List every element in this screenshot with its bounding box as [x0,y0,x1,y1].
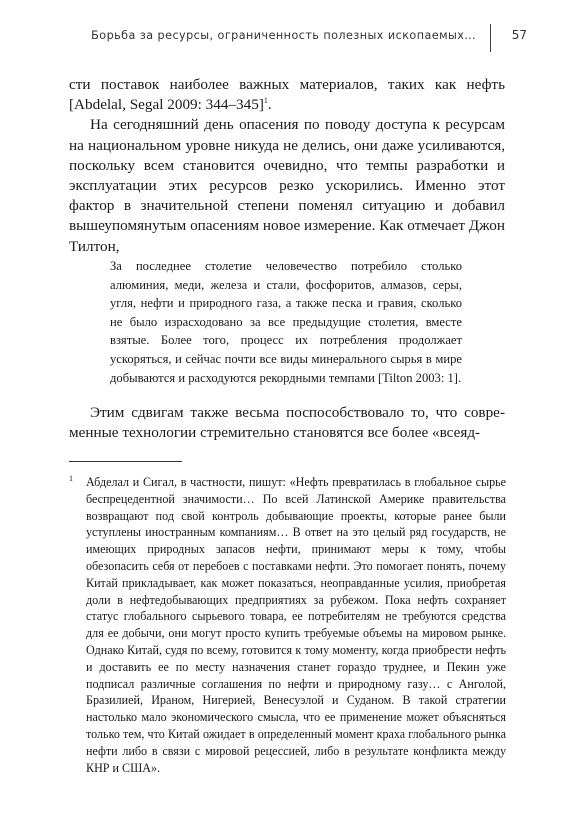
running-title: Борьба за ресурсы, ограниченность полезных ископаемых… [91,29,476,42]
main-text-continued [69,403,505,443]
running-header [92,24,532,50]
paragraph-1 [69,75,505,115]
paragraph-1-text: сти поставок наиболее важных материалов, таких как нефть [Abdelal, Segal 2009: 344–345] [69,76,505,114]
footnote [69,474,506,776]
paragraph-1-end: . [267,96,272,114]
footnote-mark: 1 [69,474,73,483]
footnote-reference[interactable]: 1 [263,96,268,106]
main-text [69,75,505,257]
footnote-text: Абделал и Сигал, в частности, пишут: «Нефть превратилась в глобальное сырье беспрецедентной значимости… По всей Латинской Америке правительства возвращают под свой контроль добывающие проекты, которые ранее были уступлены иностранным компаниям… В ответ на это целый ряд государств, не имеющих природных запасов нефти, принимают меры к тому, чтобы обезопасить себя от перебоев с поставками нефти. Это помогает понять, почему Китай прикладывает, как может показаться, неоправданные усилия, приобретая доли в нефтедобывающих предприятиях за рубежом. Пока нефть сохраняет статус глобального сырьевого товара, ее потребителям не требуются средства для ее добычи, они могут просто купить требуемые объемы на мировом рынке. Однако Китай, судя по всему, готовится к тому моменту, когда приобрести нефть и доставить ее по месту назначения станет гораздо труднее, и Пекин уже подписал различные соглашения по нефти и природному газу… с Анголой, Бразилией, Ираном, Нигерией, Венесуэлой и Суданом. В такой стратегии настолько мало экономического смысла, что ее применение может объясняться только тем, что Китай ожидает в определенный момент краха глобального рынка нефти либо в связи с мировой рецессией, либо в результате конфликта между КНР и США». [86,475,506,775]
block-quote: За последнее столетие человечество потребило столько алюминия, меди, железа и стали, фосфоритов, алмазов, серы, угля, нефти и природного газа, а также песка и гравия, сколько не было израсходовано за все предыдущие столетия, вместе взятые. Более того, процесс их потребления продолжает ускоряться, и сейчас почти все виды минерального сырья в мире добываются и расходуются рекордными темпами [Tilton 2003: 1]. [110,259,462,385]
header-divider [490,24,491,52]
footnote-separator [69,461,182,462]
paragraph-3: Этим сдвигам также весьма поспособствовало то, что современные технологии стремительно становятся все более «всеяд- [69,404,505,442]
page-number: 57 [511,28,527,42]
paragraph-2: На сегодняшний день опасения по поводу доступа к ресурсам на национальном уровне никуда не делись, они даже усиливаются, поскольку всем становится очевидно, что темпы разработки и эксплуатации этих ресурсов резко ускорились. Именно этот фактор в значительной степени поменял ситуацию и добавил вышеупомянутым опасениям новое измерение. Как отмечает Джон Тилтон, [69,116,505,255]
